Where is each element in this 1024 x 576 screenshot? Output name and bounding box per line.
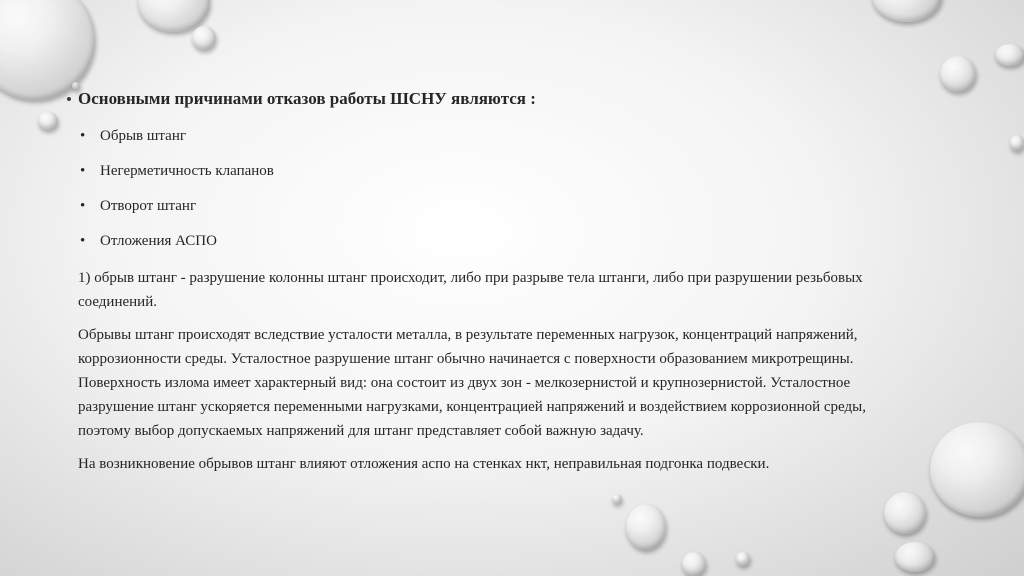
list-item-text: Негерметичность клапанов (100, 163, 274, 179)
water-drop (1010, 135, 1024, 151)
list-item (78, 126, 918, 146)
slide-heading: Основными причинами отказов работы ШСНУ являются : (78, 88, 918, 110)
list-item (78, 161, 918, 181)
water-drop (192, 26, 216, 50)
water-drop (612, 494, 622, 504)
paragraph-break-factors: На возникновение обрывов штанг влияют отложения аспо на стенках нкт, неправильная подгонка подвески. (78, 456, 770, 472)
paragraph-rod-break-definition: 1) обрыв штанг - разрушение колонны штанг происходит, либо при разрыве тела штанги, либо при разрушении резьбовых соединений. (78, 270, 863, 310)
list-item-text: Отворот штанг (100, 198, 197, 214)
water-drop (940, 56, 976, 92)
water-drop (682, 552, 706, 576)
water-drop (0, 0, 95, 100)
water-drop (38, 112, 58, 130)
water-drop (895, 542, 935, 572)
water-drop (626, 504, 666, 550)
water-drop (872, 0, 942, 22)
slide-content (78, 88, 918, 485)
bullet-icon: • (80, 198, 86, 214)
bullet-icon: • (80, 163, 86, 179)
water-drop (930, 422, 1024, 517)
list-item (78, 231, 918, 251)
list-item-text: Обрыв штанг (100, 128, 187, 144)
bullet-icon: • (80, 233, 86, 249)
water-drop (884, 492, 926, 534)
paragraph-fatigue-explanation: Обрывы штанг происходят вследствие усталости металла, в результате переменных нагрузок, концентраций напряжений, коррозионности среды. Усталостное разрушение штанг обычно начинается с поверхности образованием микротрещины. Поверхность излома имеет характерный вид: она состоит из двух зон - мелкозернистой и крупнозернистой. Усталостное разрушение штанг ускоряется переменными нагрузками, концентрацией напряжений и воздействием коррозионной среды, поэтому выбор допускаемых напряжений для штанг представляет собой важную задачу. (78, 327, 866, 439)
water-drop (995, 44, 1024, 66)
bullet-icon: • (80, 128, 86, 144)
water-drop (736, 552, 750, 566)
list-item (78, 196, 918, 216)
causes-list (78, 126, 918, 251)
list-item-text: Отложения АСПО (100, 233, 217, 249)
